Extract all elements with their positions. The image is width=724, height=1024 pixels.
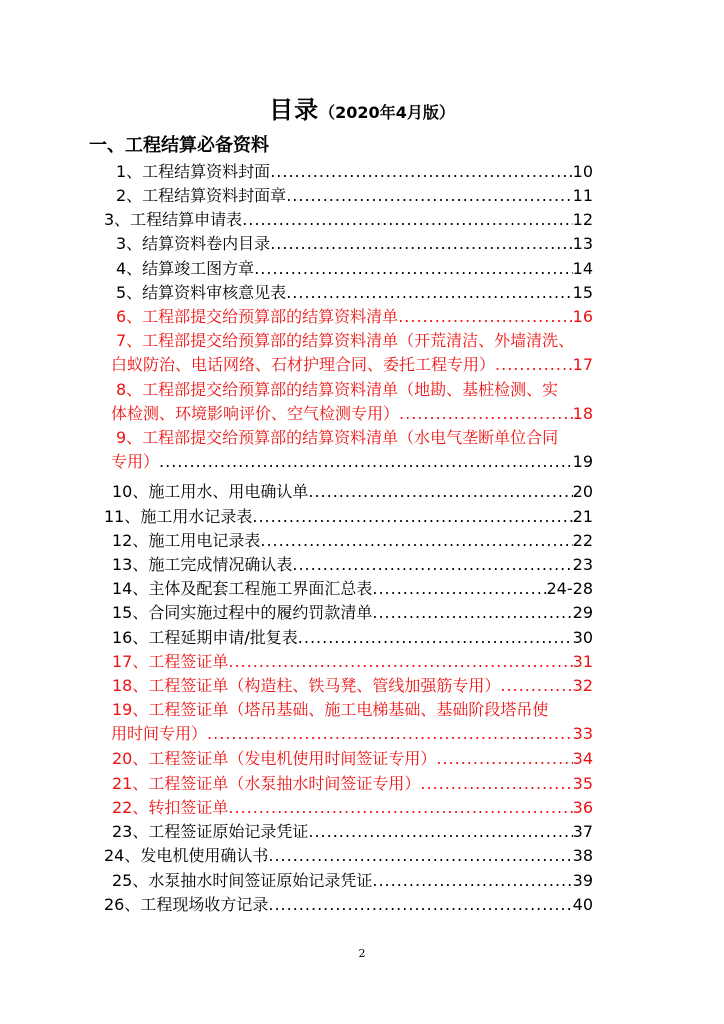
toc-item[interactable] [0, 529, 724, 553]
toc-item-page: 40 [572, 895, 593, 914]
toc-leader-dots [286, 281, 572, 305]
toc-leader-dots [298, 626, 573, 650]
toc-leader-dots [308, 480, 572, 504]
toc-item-label: 16、工程延期申请/批复表 [112, 628, 298, 647]
toc-leader-dots [260, 529, 572, 553]
toc-item-label: 22、转扣签证单 [112, 798, 229, 817]
toc-title [0, 90, 724, 125]
toc-item-page: 32 [572, 676, 593, 695]
toc-item-label: 10、施工用水、用电确认单 [112, 482, 309, 501]
toc-item-label: 白蚁防治、电话网络、石材护理合同、委托工程专用） [111, 355, 496, 374]
toc-item-label-line1: 7、工程部提交给预算部的结算资料清单（开荒清洁、外墙清洗、 [116, 331, 575, 350]
toc-item-page: 37 [572, 822, 593, 841]
toc-item-page: 20 [572, 482, 593, 501]
toc-item[interactable] [0, 281, 724, 305]
toc-item[interactable] [0, 820, 724, 844]
toc-item[interactable] [0, 184, 724, 208]
toc-item-page: 21 [572, 507, 593, 526]
toc-item-page: 11 [572, 186, 593, 205]
toc-item[interactable] [0, 893, 724, 917]
toc-item[interactable] [0, 329, 724, 377]
toc-item[interactable] [0, 257, 724, 281]
toc-item-label: 24、发电机使用确认书 [104, 846, 269, 865]
toc-item[interactable] [0, 577, 724, 601]
toc-item[interactable] [0, 232, 724, 256]
toc-item-page: 19 [572, 452, 593, 471]
toc-item-label: 4、结算竣工图方章 [116, 259, 255, 278]
toc-leader-dots [372, 869, 572, 893]
toc-item-page: 34 [572, 749, 593, 768]
toc-leader-dots [500, 674, 572, 698]
toc-item-label: 23、工程签证原始记录凭证 [112, 822, 309, 841]
toc-item-label: 20、工程签证单（发电机使用时间签证专用） [112, 749, 437, 768]
toc-item-label: 21、工程签证单（水泵抽水时间签证专用） [112, 774, 421, 793]
toc-item-label: 18、工程签证单（构造柱、铁马凳、管线加强筋专用） [112, 676, 501, 695]
toc-item-page: 31 [572, 652, 593, 671]
toc-item-label: 2、工程结算资料封面章 [116, 186, 287, 205]
toc-item-page: 13 [572, 234, 593, 253]
toc-item[interactable] [0, 869, 724, 893]
toc-item-label: 体检测、环境影响评价、空气检测专用） [111, 404, 400, 423]
toc-item-label: 13、施工完成情况确认表 [112, 555, 293, 574]
toc-leader-dots [268, 893, 572, 917]
toc-item-label: 专用） [111, 452, 160, 471]
toc-item[interactable] [0, 480, 724, 504]
toc-leader-dots [228, 796, 572, 820]
toc-leader-dots [308, 820, 572, 844]
toc-item-label: 25、水泵抽水时间签证原始记录凭证 [112, 871, 373, 890]
section-heading: 一、工程结算必备资料 [89, 135, 269, 156]
toc-item-label: 14、主体及配套工程施工界面汇总表 [112, 579, 373, 598]
toc-item-page: 35 [572, 774, 593, 793]
toc-item-label: 5、结算资料审核意见表 [116, 283, 287, 302]
toc-item-label: 17、工程签证单 [112, 652, 229, 671]
toc-item[interactable] [0, 378, 724, 426]
toc-leader-dots [207, 722, 573, 746]
toc-leader-dots [372, 601, 572, 625]
toc-leader-dots [286, 184, 572, 208]
toc-item[interactable] [0, 553, 724, 577]
toc-item-label-line1: 19、工程签证单（塔吊基础、施工电梯基础、基础阶段塔吊使 [112, 700, 549, 719]
toc-item[interactable] [0, 772, 724, 796]
toc-item[interactable] [0, 747, 724, 771]
toc-leader-dots [270, 160, 572, 184]
toc-item-label: 11、施工用水记录表 [104, 507, 253, 526]
toc-item-page: 15 [572, 283, 593, 302]
toc-leader-dots [252, 505, 572, 529]
toc-item-page: 17 [572, 355, 593, 374]
toc-item-label-line1: 8、工程部提交给预算部的结算资料清单（地勘、基桩检测、实 [116, 380, 559, 399]
toc-item-page: 12 [572, 210, 593, 229]
toc-leader-dots [420, 772, 572, 796]
toc-item-page: 14 [572, 259, 593, 278]
title-subtitle: （2020年4月版） [319, 103, 455, 122]
toc-item-label: 用时间专用） [111, 724, 208, 743]
toc-item[interactable] [0, 505, 724, 529]
toc-item-page: 16 [572, 307, 593, 326]
toc-item-page: 38 [572, 846, 593, 865]
toc-leader-dots [159, 450, 573, 474]
title-main: 目录 [269, 96, 320, 124]
toc-item-page: 24-28 [546, 579, 593, 598]
toc-item[interactable] [0, 844, 724, 868]
toc-leader-dots [242, 208, 572, 232]
toc-item[interactable] [0, 601, 724, 625]
toc-item-page: 10 [572, 162, 593, 181]
toc-leader-dots [270, 232, 572, 256]
toc-item-page: 29 [572, 603, 593, 622]
toc-item[interactable] [0, 650, 724, 674]
toc-leader-dots [254, 257, 572, 281]
toc-leader-dots [399, 402, 573, 426]
toc-item[interactable] [0, 305, 724, 329]
toc-leader-dots [228, 650, 572, 674]
toc-item-label-line1: 9、工程部提交给预算部的结算资料清单（水电气垄断单位合同 [116, 428, 559, 447]
toc-leader-dots [372, 577, 546, 601]
toc-item-label: 12、施工用电记录表 [112, 531, 261, 550]
toc-item-page: 36 [572, 798, 593, 817]
toc-item-label: 15、合同实施过程中的履约罚款清单 [112, 603, 373, 622]
toc-item-label: 1、工程结算资料封面 [116, 162, 271, 181]
toc-item-page: 33 [572, 724, 593, 743]
toc-leader-dots [495, 353, 573, 377]
toc-item-page: 18 [572, 404, 593, 423]
toc-item[interactable] [0, 160, 724, 184]
toc-item-page: 22 [572, 531, 593, 550]
toc-item[interactable] [0, 698, 724, 746]
toc-leader-dots [292, 553, 572, 577]
toc-item[interactable] [0, 426, 724, 474]
toc-item[interactable] [0, 208, 724, 232]
toc-item-label: 3、工程结算申请表 [104, 210, 243, 229]
toc-item-label: 3、结算资料卷内目录 [116, 234, 271, 253]
page-number: 2 [358, 947, 366, 960]
toc-item[interactable] [0, 626, 724, 650]
toc-item-page: 39 [572, 871, 593, 890]
toc-leader-dots [436, 747, 572, 771]
toc-leader-dots [398, 305, 572, 329]
toc-item[interactable] [0, 674, 724, 698]
toc-item[interactable] [0, 796, 724, 820]
toc-leader-dots [268, 844, 572, 868]
toc-item-page: 30 [572, 628, 593, 647]
toc-item-page: 23 [572, 555, 593, 574]
toc-item-label: 26、工程现场收方记录 [104, 895, 269, 914]
toc-item-label: 6、工程部提交给预算部的结算资料清单 [116, 307, 399, 326]
